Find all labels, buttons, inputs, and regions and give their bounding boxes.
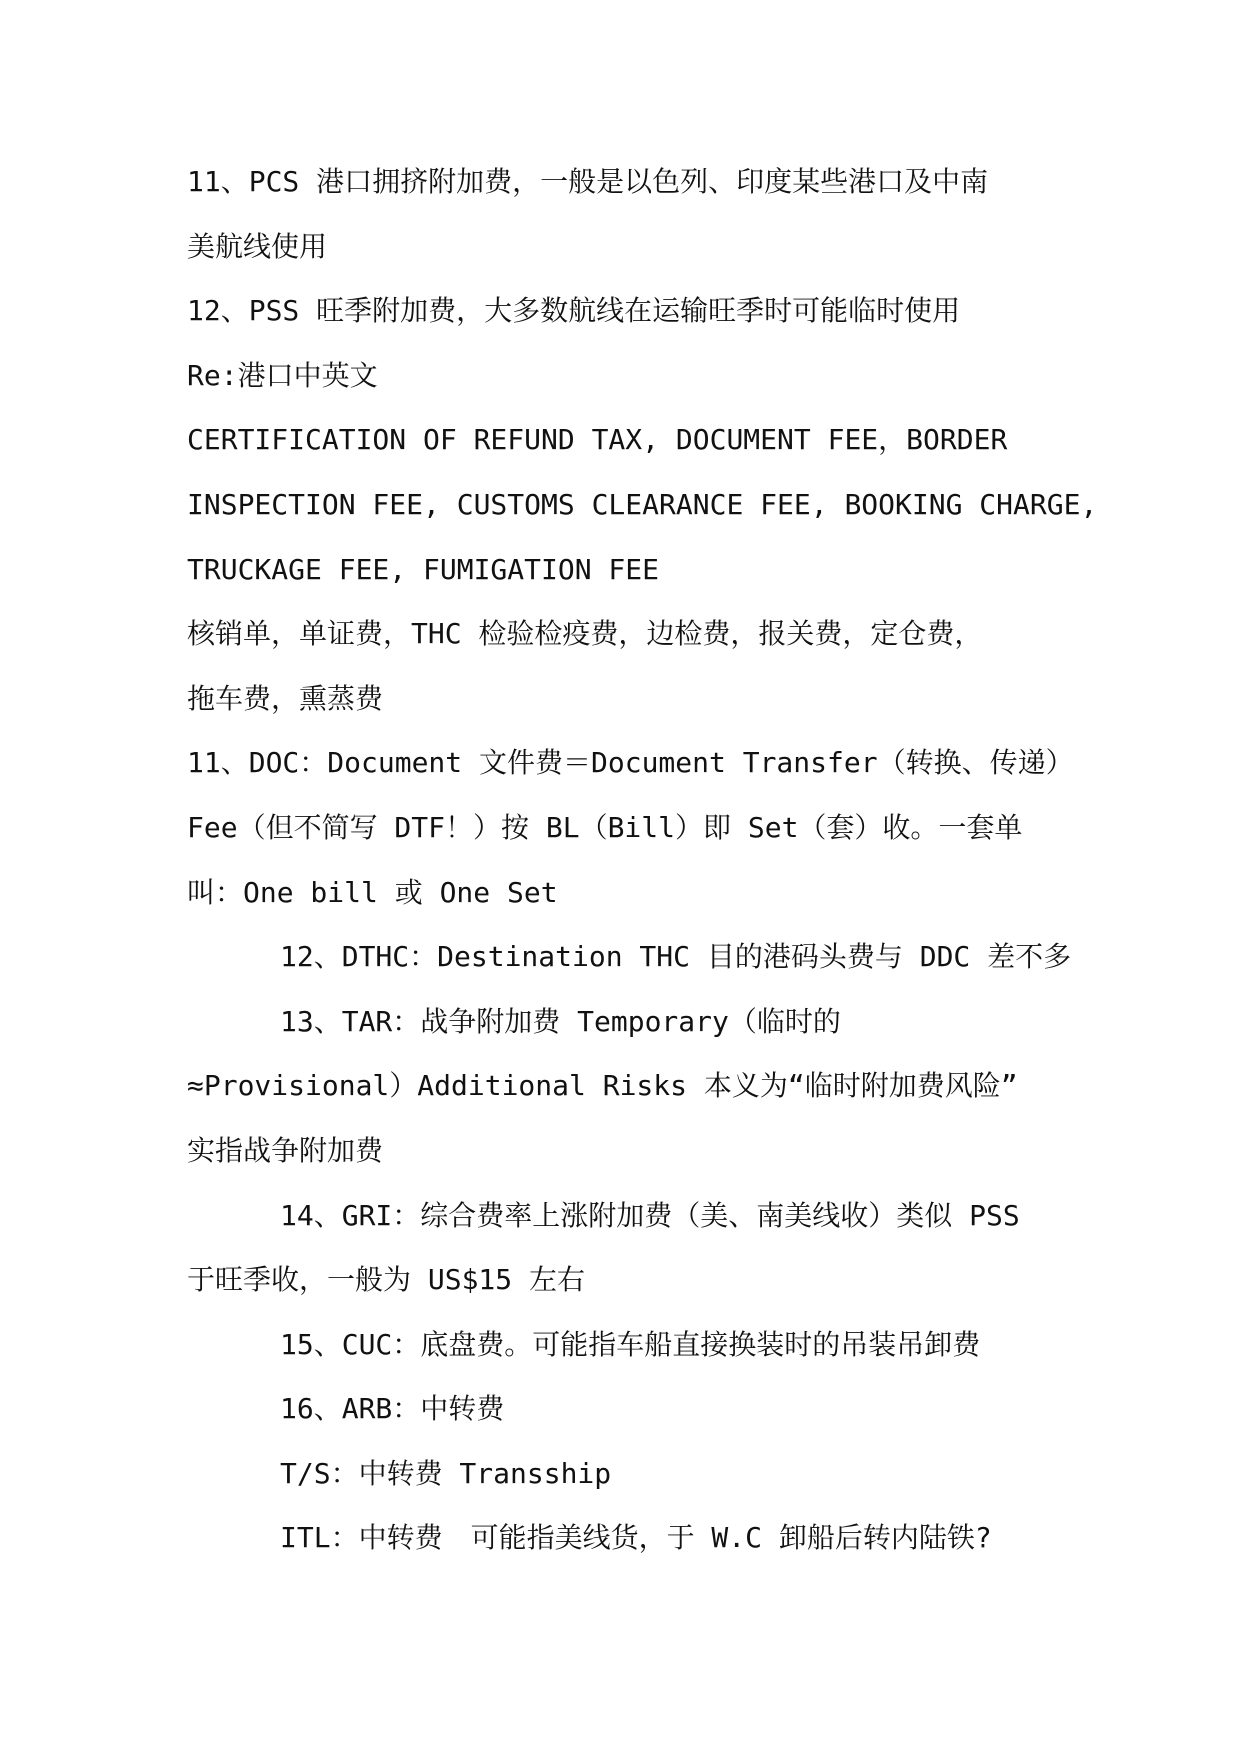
text-line: 拖车费，熏蒸费 (187, 681, 384, 715)
text-line: 核销单，单证费，THC 检验检疫费，边检费，报关费，定仓费， (187, 617, 983, 651)
text-line: 14、GRI：综合费率上涨附加费（美、南美线收）类似 PSS (280, 1198, 1020, 1232)
text-line: 11、PCS 港口拥挤附加费，一般是以色列、印度某些港口及中南 (187, 165, 989, 198)
text-line: CERTIFICATION OF REFUND TAX, DOCUMENT FEE，BORDER (187, 423, 1008, 457)
text-line: 美航线使用 (187, 229, 328, 263)
text-line: ITL：中转费 可能指美线货，于 W.C 卸船后转内陆铁? (280, 1521, 992, 1555)
text-line: 11、DOC：Document 文件费＝Document Transfer（转换、传递） (187, 746, 1074, 780)
text-line: 13、TAR：战争附加费 Temporary（临时的 (280, 1004, 841, 1038)
text-line: 12、DTHC：Destination THC 目的港码头费与 DDC 差不多 (280, 940, 1072, 974)
text-line: T/S：中转费 Transship (280, 1456, 612, 1490)
text-line: Re:港口中英文 (187, 358, 378, 392)
text-line: 叫：One bill 或 One Set (187, 875, 558, 909)
text-line: 实指战争附加费 (187, 1133, 384, 1167)
text-line: Fee（但不简写 DTF！）按 BL（Bill）即 Set（套）收。一套单 (187, 810, 1023, 844)
text-line: 12、PSS 旺季附加费，大多数航线在运输旺季时可能临时使用 (187, 294, 961, 328)
document-body (187, 150, 1098, 1571)
text-line: INSPECTION FEE, CUSTOMS CLEARANCE FEE, BOOKING CHARGE, (187, 487, 1098, 521)
text-line: 15、CUC：底盘费。可能指车船直接换装时的吊装吊卸费 (280, 1327, 981, 1361)
text-line: 16、ARB：中转费 (280, 1392, 505, 1426)
text-line: 于旺季收，一般为 US$15 左右 (187, 1263, 586, 1297)
text-line: TRUCKAGE FEE, FUMIGATION FEE (187, 552, 660, 586)
text-line: ≈Provisional）Additional Risks 本义为“临时附加费风险” (187, 1069, 1018, 1103)
